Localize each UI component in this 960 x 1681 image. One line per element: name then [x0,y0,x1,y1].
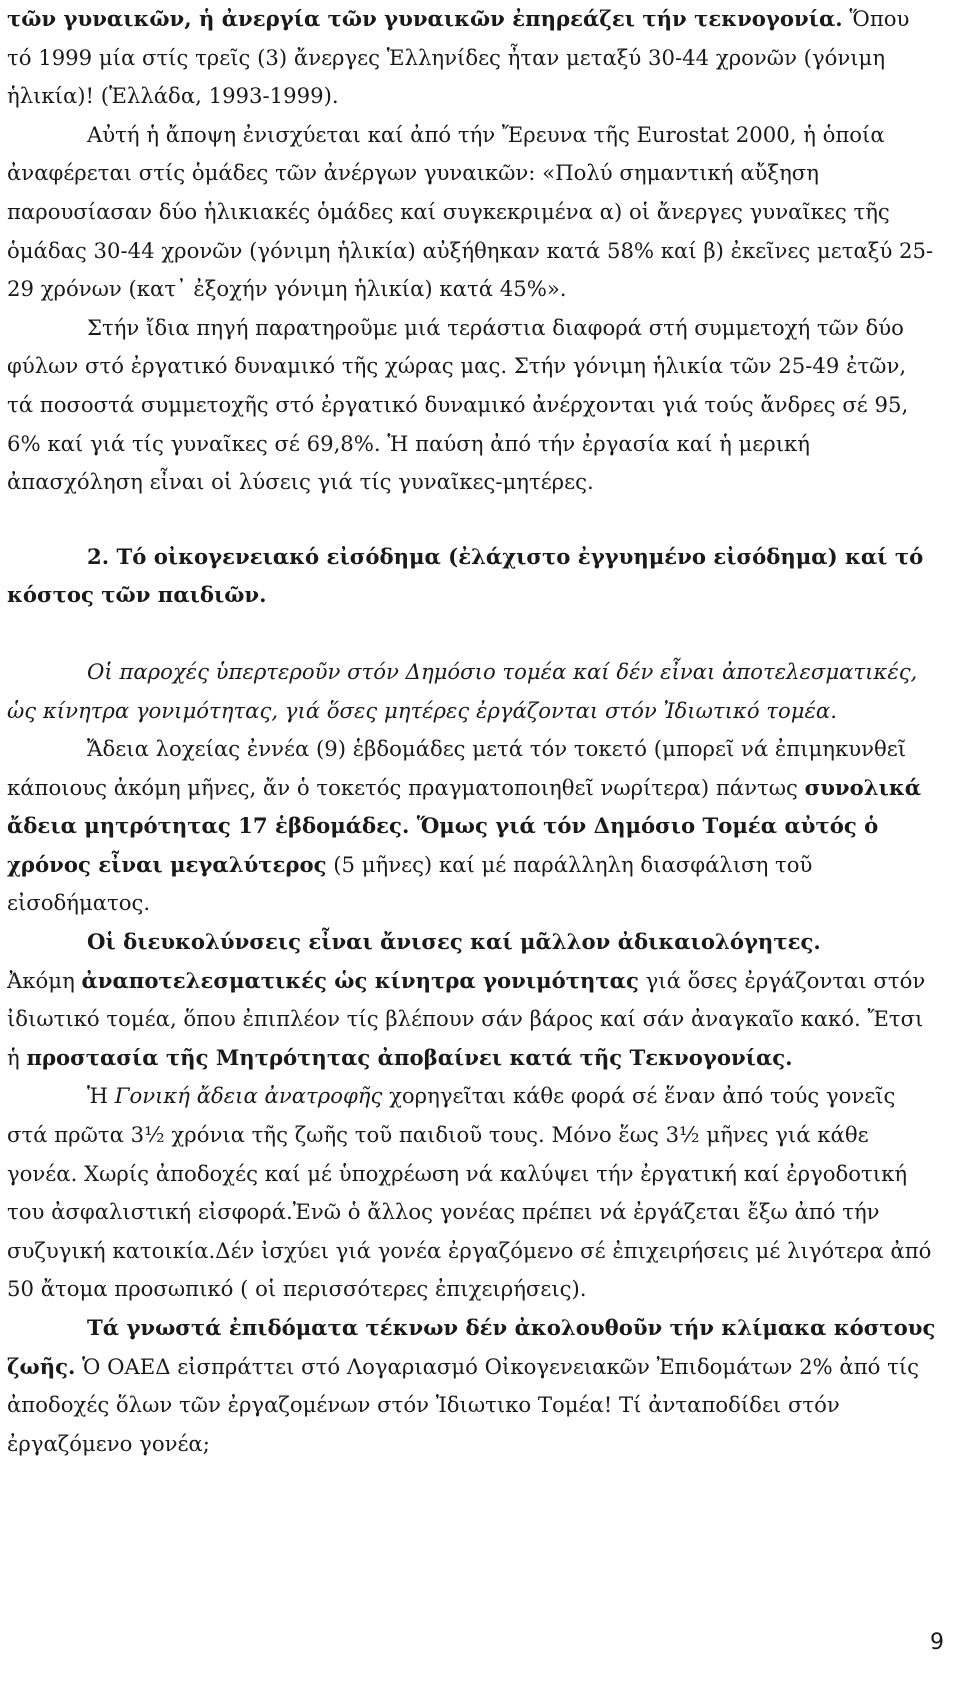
intro-bold-sentence: τῶν γυναικῶν, ἡ ἀνεργία τῶν γυναικῶν ἐπηρεάζει τήν τεκνογονία. [7,6,843,31]
spacer [7,615,937,653]
ineffective-text-2: γιά ὅσες ἐργάζονται στόν ἰδιωτικό τομέα, ὅπου ἐπιπλέον τίς βλέπουν σάν βάρος καί σάν ἀναγκαῖο κακό. Ἔτσι ἡ [7,967,926,1070]
parental-text-2: χορηγεῖται κάθε φορά σέ ἕναν ἀπό τούς γονεῖς στά πρῶτα 3½ χρόνια τῆς ζωῆς τοῦ παιδιοῦ τους. Μόνο ἕως 3½ μῆνες γιά κάθε γονέα. Χωρίς ἀποδοχές καί μέ ὑποχρέωση νά καλύψει τήν ἐργατική καί ἐργοδοτική του ἀσφαλιστική εἰσφορά.Ἐνῶ ὁ ἄλλος γονέας πρέπει νά ἐργάζεται ἔξω ἀπό τήν συζυγική κατοικία.Δέν ἰσχύει γιά γονέα ἐργαζόμενο σέ ἐπιχειρήσεις μέ λιγότερα ἀπό 50 ἄτομα προσωπικό ( οἱ περισσότερες ἐπιχειρήσεις). [7,1083,932,1302]
page-number: 9 [930,1630,944,1655]
paragraph-benefits: Οἱ παροχές ὑπερτεροῦν στόν Δημόσιο τομέα καί δέν εἶναι ἀποτελεσματικές, ὡς κίνητρα γονιμότητας, γιά ὅσες μητέρες ἐργάζονται στόν Ἰδιωτικό τομέα. [7,658,918,723]
parental-text-1: Ἡ [87,1083,115,1109]
ineffective-text-1: Ἀκόμη [7,967,82,993]
paragraph-parental [7,1077,937,1309]
intro-text: Ὅπου τό 1999 μία στίς τρεῖς (3) ἄνεργες Ἑλληνίδες ἦταν μεταξύ 30-44 χρονῶν (γόνιμη ἡλικία)! (Ἑλλάδα, 1993-1999). [7,6,910,109]
paragraph-allowances [7,1309,937,1463]
paragraph-source: Στήν ἴδια πηγή παρατηροῦμε μιά τεράστια διαφορά στή συμμετοχή τῶν δύο φύλων στό ἐργατικό δυναμικό τῆς χώρας μας. Στήν γόνιμη ἡλικία τῶν 25-49 ἐτῶν, τά ποσοστά συμμετοχῆς στό ἐργατικό δυναμικό ἀνέρχονται γιά τούς ἄνδρες σέ 95, 6% καί γιά τίς γυναῖκες σέ 69,8%. Ἡ παύση ἀπό τήν ἐργασία καί ἡ μερική ἀπασχόληση εἶναι οἱ λύσεις γιά τίς γυναῖκες-μητέρες. [7,314,909,495]
document-page [7,0,937,1463]
paragraph-intro [7,0,937,116]
paragraph-ineffective [7,962,937,1078]
section-heading: 2. Τό οἰκογενειακό εἰσόδημα (ἐλάχιστο ἐγγυημένο εἰσόδημα) καί τό κόστος τῶν παιδιῶν. [7,543,924,608]
paragraph-unequal: Οἱ διευκολύνσεις εἶναι ἄνισες καί μᾶλλον ἀδικαιολόγητες. [87,929,821,955]
parental-italic: Γονική ἄδεια ἀνατροφῆς [114,1083,383,1109]
allowances-bold: Τά γνωστά ἐπιδόματα τέκνων δέν ἀκολουθοῦν τήν κλίμακα κόστους ζωῆς. [7,1315,936,1379]
paragraph-eurostat: Αὐτή ἡ ἄποψη ἐνισχύεται καί ἀπό τήν Ἔρευνα τῆς Eurostat 2000, ἡ ὁποία ἀναφέρεται στίς ὁμάδες τῶν ἀνέργων γυναικῶν: «Πολύ σημαντική αὔξηση παρουσίασαν δύο ἡλικιακές ὁμάδες καί συγκεκριμένα α) οἱ ἄνεργες γυναῖκες τῆς ὁμάδας 30-44 χρονῶν (γόνιμη ἡλικία) αὐξήθηκαν κατά 58% καί β) ἐκεῖνες μεταξύ 25-29 χρόνων (κατ᾿ ἐξοχήν γόνιμη ἡλικία) κατά 45%». [7,121,934,302]
paragraph-leave [7,730,937,923]
leave-text-1: Ἄδεια λοχείας ἐννέα (9) ἑβδομάδες μετά τόν τοκετό (μπορεῖ νά ἐπιμηκυνθεῖ κάποιους ἀκόμη μῆνες, ἄν ὁ τοκετός πραγματοποιηθεῖ νωρίτερα) πάντως [7,736,907,800]
ineffective-bold-1: ἀναποτελεσματικές ὡς κίνητρα γονιμότητας [81,967,639,993]
leave-bold: συνολικά ἄδεια μητρότητας 17 ἑβδομάδες. Ὅμως γιά τόν Δημόσιο Τομέα αὐτός ὁ χρόνος εἶναι μεγαλύτερος [7,774,922,877]
ineffective-bold-2: προστασία τῆς Μητρότητας ἀποβαίνει κατά τῆς Τεκνογονίας. [26,1044,793,1070]
leave-text-2: (5 μῆνες) καί μέ παράλληλη διασφάλιση τοῦ εἰσοδήματος. [7,851,813,916]
allowances-text: Ὁ ΟΑΕΔ εἰσπράττει στό Λογαριασμό Οἰκογενειακῶν Ἐπιδομάτων 2% ἀπό τίς ἀποδοχές ὅλων τῶν ἐργαζομένων στόν Ἰδιωτικο Τομέα! Τί ἀνταποδίδει στόν ἐργαζόμενο γονέα; [7,1353,920,1456]
